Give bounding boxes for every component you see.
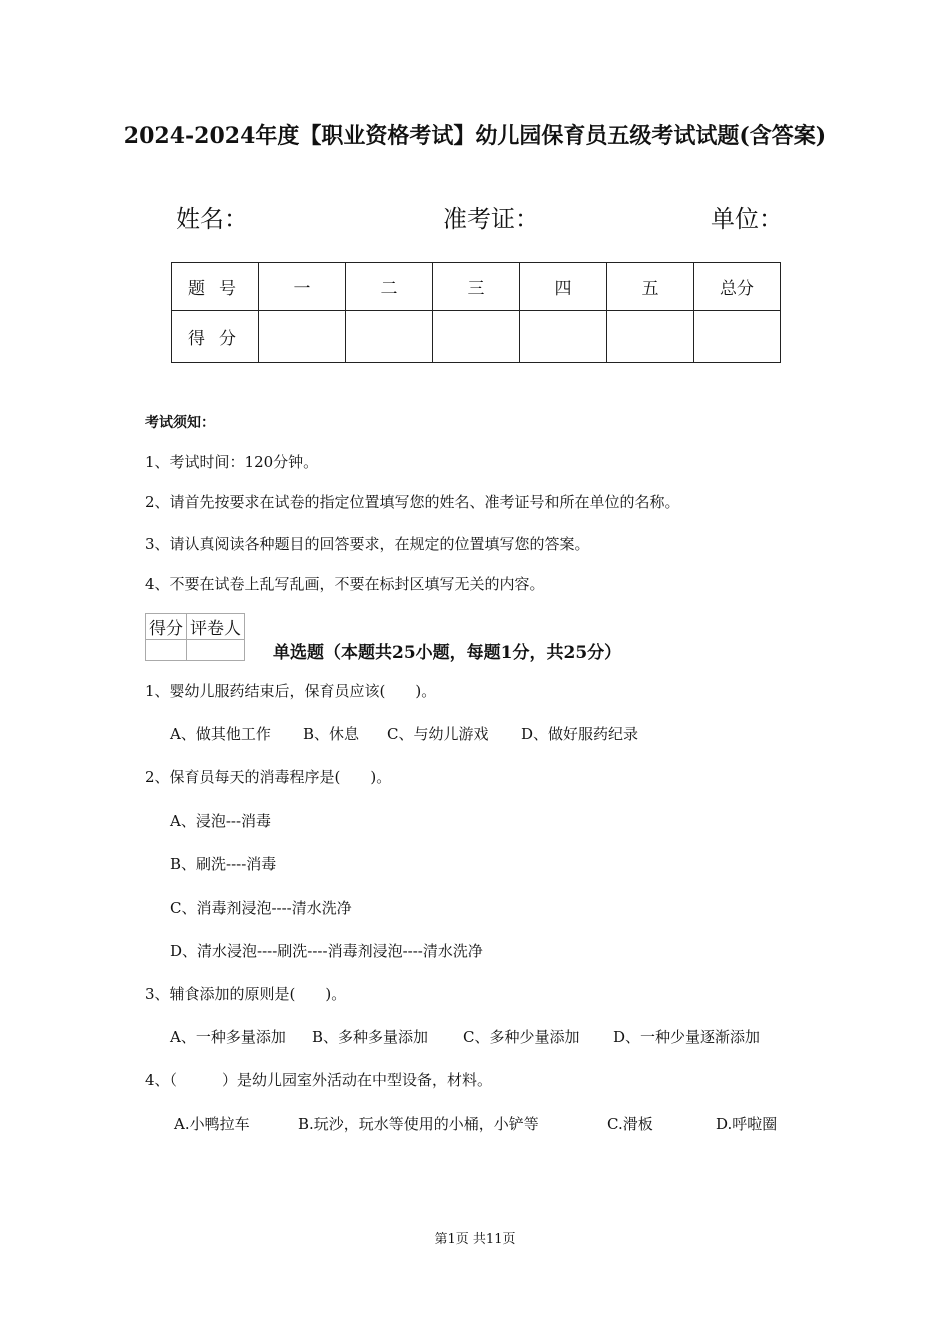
name-label: 姓名： xyxy=(176,205,248,233)
question-3-option-c[interactable]: C、多种少量添加 xyxy=(463,1028,580,1046)
question-3-option-d[interactable]: D、一种少量逐渐添加 xyxy=(613,1028,761,1046)
question-1-option-b[interactable]: B、休息 xyxy=(303,725,360,743)
question-2-option-d[interactable]: D、清水浸泡----刷洗----消毒剂浸泡----清水洗净 xyxy=(170,942,483,960)
grader-box xyxy=(145,613,245,661)
score-cell-1[interactable] xyxy=(259,311,346,363)
notice-item: 1、考试时间：120分钟。 xyxy=(145,453,319,471)
question-2-option-a[interactable]: A、浸泡---消毒 xyxy=(170,812,272,830)
score-cell-5[interactable] xyxy=(607,311,694,363)
question-1: 1、婴幼儿服药结束后，保育员应该( )。 xyxy=(145,682,437,700)
notice-heading: 考试须知： xyxy=(145,415,215,431)
score-table-col-2: 二 xyxy=(346,263,433,311)
score-table-col-3: 三 xyxy=(433,263,520,311)
page-footer: 第1页 共11页 xyxy=(434,1232,516,1247)
page-title: 2024-2024年度【职业资格考试】幼儿园保育员五级考试试题(含答案) xyxy=(123,123,827,149)
score-table xyxy=(171,262,781,363)
score-cell-total[interactable] xyxy=(694,311,781,363)
grader-reviewer-cell[interactable] xyxy=(187,640,245,661)
score-table-col-4: 四 xyxy=(520,263,607,311)
section-title: 单选题（本题共25小题，每题1分，共25分） xyxy=(273,643,622,663)
question-1-option-a[interactable]: A、做其他工作 xyxy=(170,725,271,743)
score-cell-2[interactable] xyxy=(346,311,433,363)
grader-score-cell[interactable] xyxy=(146,640,187,661)
grader-reviewer-label: 评卷人 xyxy=(187,614,245,640)
notice-item: 4、不要在试卷上乱写乱画，不要在标封区填写无关的内容。 xyxy=(145,575,545,593)
question-4-option-a[interactable]: A.小鸭拉车 xyxy=(174,1115,250,1133)
notice-item: 3、请认真阅读各种题目的回答要求，在规定的位置填写您的答案。 xyxy=(145,535,590,553)
question-2-option-c[interactable]: C、消毒剂浸泡----清水洗净 xyxy=(170,899,352,917)
score-table-col-1: 一 xyxy=(259,263,346,311)
grader-score-label: 得分 xyxy=(146,614,187,640)
question-1-option-d[interactable]: D、做好服药纪录 xyxy=(521,725,639,743)
score-table-col-total: 总分 xyxy=(694,263,781,311)
question-3-option-a[interactable]: A、一种多量添加 xyxy=(170,1028,286,1046)
question-3: 3、辅食添加的原则是( )。 xyxy=(145,985,347,1003)
unit-label: 单位： xyxy=(711,205,783,233)
score-table-col-5: 五 xyxy=(607,263,694,311)
question-3-option-b[interactable]: B、多种多量添加 xyxy=(312,1028,429,1046)
question-4-option-d[interactable]: D.呼啦圈 xyxy=(716,1115,778,1133)
exam-id-label: 准考证： xyxy=(443,205,539,233)
question-2-option-b[interactable]: B、刷洗----消毒 xyxy=(170,855,277,873)
question-1-option-c[interactable]: C、与幼儿游戏 xyxy=(387,725,489,743)
question-4: 4、（ ）是幼儿园室外活动在中型设备，材料。 xyxy=(145,1071,493,1089)
score-table-header-label: 题号 xyxy=(172,263,259,311)
score-table-score-label: 得分 xyxy=(172,311,259,363)
question-4-option-b[interactable]: B.玩沙，玩水等使用的小桶，小铲等 xyxy=(298,1115,539,1133)
question-2: 2、保育员每天的消毒程序是( )。 xyxy=(145,768,392,786)
notice-item: 2、请首先按要求在试卷的指定位置填写您的姓名、准考证号和所在单位的名称。 xyxy=(145,493,680,511)
question-4-option-c[interactable]: C.滑板 xyxy=(607,1115,653,1133)
score-cell-4[interactable] xyxy=(520,311,607,363)
score-cell-3[interactable] xyxy=(433,311,520,363)
